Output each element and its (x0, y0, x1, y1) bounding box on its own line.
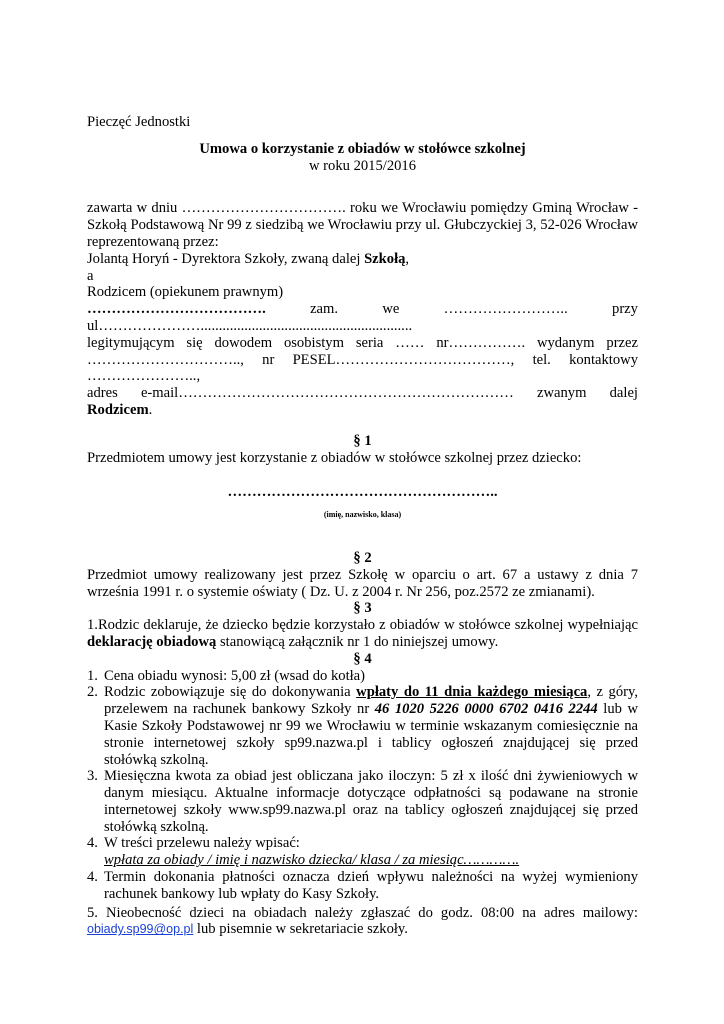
list-item-number: 4. (87, 869, 98, 886)
przy-word: przy (612, 301, 638, 318)
payment-deadline: wpłaty do 11 dnia każdego miesiąca (356, 684, 588, 701)
dalej-word: dalej (609, 385, 638, 402)
pesel-line: ………………………….., nr PESEL………………………………, tel. kontaktowy (87, 351, 638, 368)
list-item-text: Cena obiadu wynosi: 5,00 zł (wsad do kotła) (104, 667, 366, 684)
director-suffix: , (405, 250, 410, 267)
city-field: …………………….. (443, 301, 568, 318)
list-item-number: 1. (87, 667, 98, 684)
adres-word: adres (87, 385, 118, 402)
list-item (87, 869, 638, 903)
list-item-number: 3. (87, 768, 98, 785)
section-3-text-a: 1.Rodzic deklaruje, że dziecko będzie korzystało z obiadów w stołówce szkolnej wypełniając (87, 617, 638, 634)
list-item (87, 768, 638, 835)
section-3-text (87, 617, 638, 651)
section-2-heading: § 2 (353, 549, 372, 566)
section-2-text: Przedmiot umowy realizowany jest przez Szkołę w oparciu o art. 67 a ustawy z dnia 7 września 1991 r. o systemie oświaty ( Dz. U. z 2004 r. Nr 256, poz.2572 ze zmianami). (87, 566, 638, 600)
list-item-text (104, 684, 638, 768)
parent-name-field: ………………………………. (87, 301, 266, 318)
school-year: w roku 2015/2016 (308, 157, 417, 174)
list-item-text (104, 835, 638, 869)
director-text: Jolantą Horyń - Dyrektora Szkoły, zwaną dalej (87, 250, 365, 267)
parent-term-suffix: . (148, 401, 153, 418)
payment-text-a: Rodzic zobowiązuje się do dokonywania (104, 684, 357, 701)
section-3-text-b: stanowiącą załącznik nr 1 do niniejszej umowy. (216, 633, 499, 650)
street-field: ul………………….......................................................... (87, 317, 413, 334)
zwanym-word: zwanym (537, 385, 587, 402)
email-link[interactable]: obiady.sp99@op.pl (87, 922, 194, 937)
list-item-number: 4. (87, 835, 98, 852)
absence-text-a: 5. Nieobecność dzieci na obiadach należy zgłaszać do godz. 08:00 na adres mailowy: (87, 904, 638, 921)
phone-field: ………………….., (87, 368, 201, 385)
absence-text-b: lub pisemnie w sekretariacie szkoły. (193, 921, 408, 938)
parties-line-1: zawarta w dniu ……………………………. roku we Wrocławiu pomiędzy Gminą Wrocław - (87, 200, 638, 217)
parties-line-3: reprezentowaną przez: (87, 233, 219, 250)
child-name-caption: (imię, nazwisko, klasa) (323, 510, 402, 520)
email-field: e-mail…………………………………………………………… (140, 385, 514, 402)
list-item-text: Termin dokonania płatności oznacza dzień wpływu należności na wyżej wymieniony rachunek bankowy lub wpłaty do Kasy Szkoły. (104, 869, 638, 902)
transfer-title-label: W treści przelewu należy wpisać: (104, 835, 300, 852)
absence-note (87, 905, 638, 939)
child-name-field: ……………………………………………….. (227, 484, 498, 501)
section-4-heading: § 4 (353, 650, 372, 667)
parties-line-2: Szkołą Podstawową Nr 99 z siedzibą we Wrocławiu przy ul. Głubczyckiej 3, 52-026 Wrocław (87, 217, 638, 234)
list-item-number: 2. (87, 684, 98, 701)
parent-label: Rodzicem (opiekunem prawnym) (87, 284, 284, 301)
list-item (87, 684, 638, 768)
zam-word: zam. (310, 301, 339, 318)
parent-term: Rodzicem (87, 401, 149, 418)
section-3-heading: § 3 (353, 600, 372, 617)
parent-address-row (87, 301, 638, 318)
email-row (87, 385, 638, 402)
we-word: we (382, 301, 400, 318)
list-item-text: Miesięczna kwota za obiad jest obliczana jako iloczyn: 5 zł x ilość dni żywieniowych w danym miesiącu. Aktualne informacje dotyczące odpłatności są podawane na stronie internetowej szkoły www.sp99.nazwa.pl oraz na tablicy ogłoszeń znajdującej się przed stołówką szkolną. (104, 768, 638, 835)
list-item (87, 835, 638, 869)
stamp-label: Pieczęć Jednostki (87, 114, 191, 130)
list-item (87, 668, 638, 685)
document-title: Umowa o korzystanie z obiadów w stołówce szkolnej (199, 140, 526, 157)
section-1-text: Przedmiotem umowy jest korzystanie z obiadów w stołówce szkolnej przez dziecko: (87, 449, 582, 466)
school-term: Szkołą (364, 250, 406, 267)
section-4-list (87, 668, 638, 939)
parent-term-line (87, 402, 638, 419)
bank-account-number: 46 1020 5226 0000 6702 0416 2244 (374, 701, 598, 718)
section-1-heading: § 1 (353, 432, 372, 449)
payment-text-c: lub w Kasie Szkoły Podstawowej nr 99 we Wrocławiu w terminie wskazanym comiesięcznie na stronie internetowej szkoły sp99.nazwa.pl i tablicy ogłoszeń znajdującej się przed stołówką szkolną. (104, 701, 639, 768)
and-word: a (87, 267, 94, 284)
declaration-term: deklarację obiadową (87, 633, 217, 650)
document-page (87, 114, 638, 938)
payment-text-b: , z góry, przelewem na rachunek bankowy Szkoły nr (104, 684, 638, 718)
transfer-title-template: wpłata za obiady / imię i nazwisko dziecka/ klasa / za miesiąc…………. (104, 852, 520, 869)
id-card-line: legitymującym się dowodem osobistym seria …… nr……………. wydanym przez (87, 334, 638, 351)
director-line (87, 251, 638, 268)
